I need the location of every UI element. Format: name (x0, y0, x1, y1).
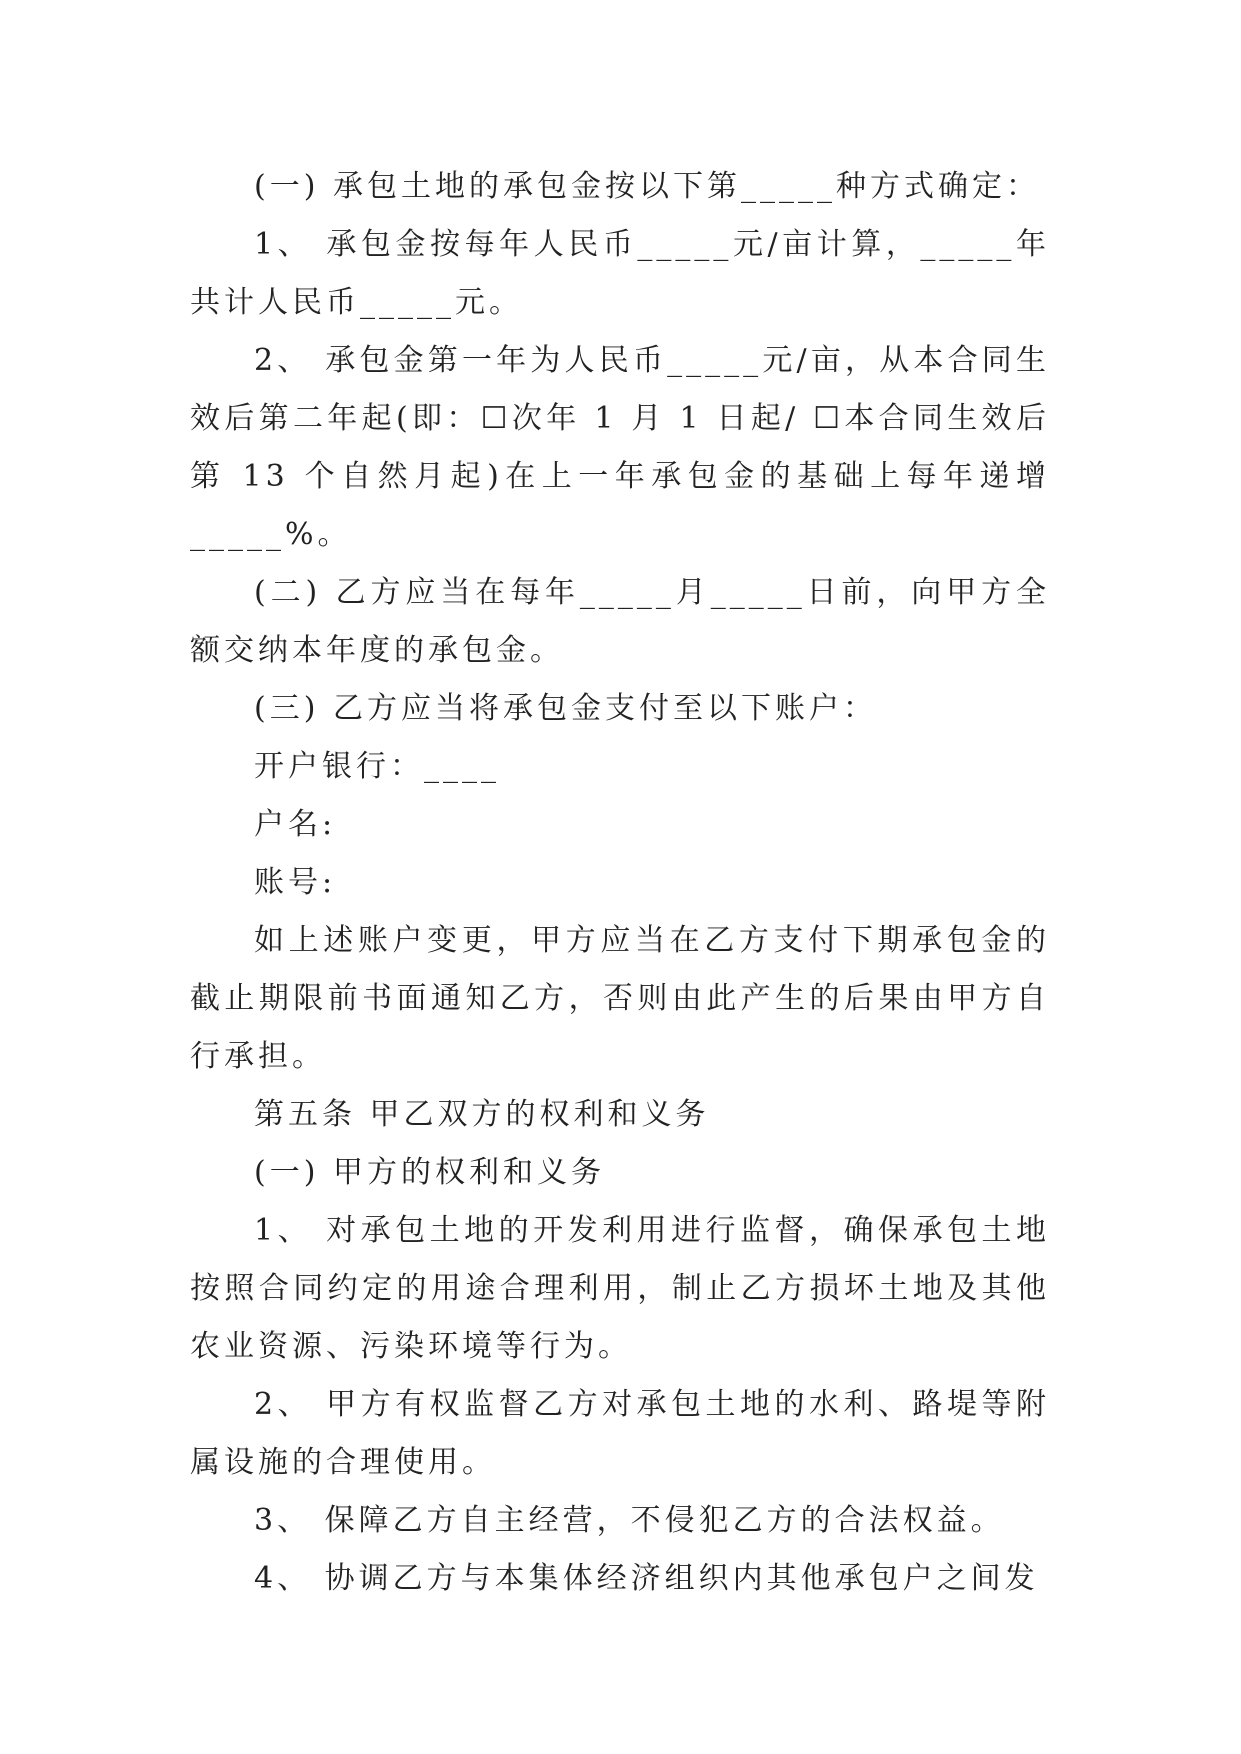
article-5-heading: 第五条 甲乙双方的权利和义务 (254, 1097, 710, 1132)
account-holder-line: 户名: (254, 807, 337, 842)
party-a-right-1: 1、 对承包土地的开发利用进行监督，确保承包土地按照合同约定的用途合理利用，制止乙方损坏土地及其他农业资源、污染环境等行为。 (190, 1213, 1050, 1364)
clause-1-method: (一) 承包土地的承包金按以下第_____种方式确定： (254, 169, 1040, 204)
clause-3-account-intro: (三) 乙方应当将承包金支付至以下账户： (254, 691, 877, 726)
account-number-line: 账号: (254, 865, 337, 900)
clause-1-option-1: 1、 承包金按每年人民币_____元/亩计算，_____年共计人民币_____元。 (190, 227, 1050, 320)
clause-2-payment-date: (二) 乙方应当在每年_____月_____日前，向甲方全额交纳本年度的承包金。 (190, 575, 1050, 668)
clause-1-option-2: 2、 承包金第一年为人民币_____元/亩，从本合同生效后第二年起(即：☐次年 1 月 1 日起/ ☐本合同生效后第 13 个自然月起)在上一年承包金的基础上每年递增_____%。 (190, 343, 1050, 552)
account-change-note: 如上述账户变更，甲方应当在乙方支付下期承包金的截止期限前书面通知乙方，否则由此产生的后果由甲方自行承担。 (190, 923, 1050, 1074)
document-body (190, 158, 1050, 1608)
bank-name-line: 开户银行：____ (254, 749, 500, 784)
party-a-right-3: 3、 保障乙方自主经营，不侵犯乙方的合法权益。 (254, 1503, 1005, 1538)
party-a-rights-heading: (一) 甲方的权利和义务 (254, 1155, 605, 1190)
party-a-right-4: 4、 协调乙方与本集体经济组织内其他承包户之间发 (254, 1561, 1039, 1596)
party-a-right-2: 2、 甲方有权监督乙方对承包土地的水利、路堤等附属设施的合理使用。 (190, 1387, 1050, 1480)
